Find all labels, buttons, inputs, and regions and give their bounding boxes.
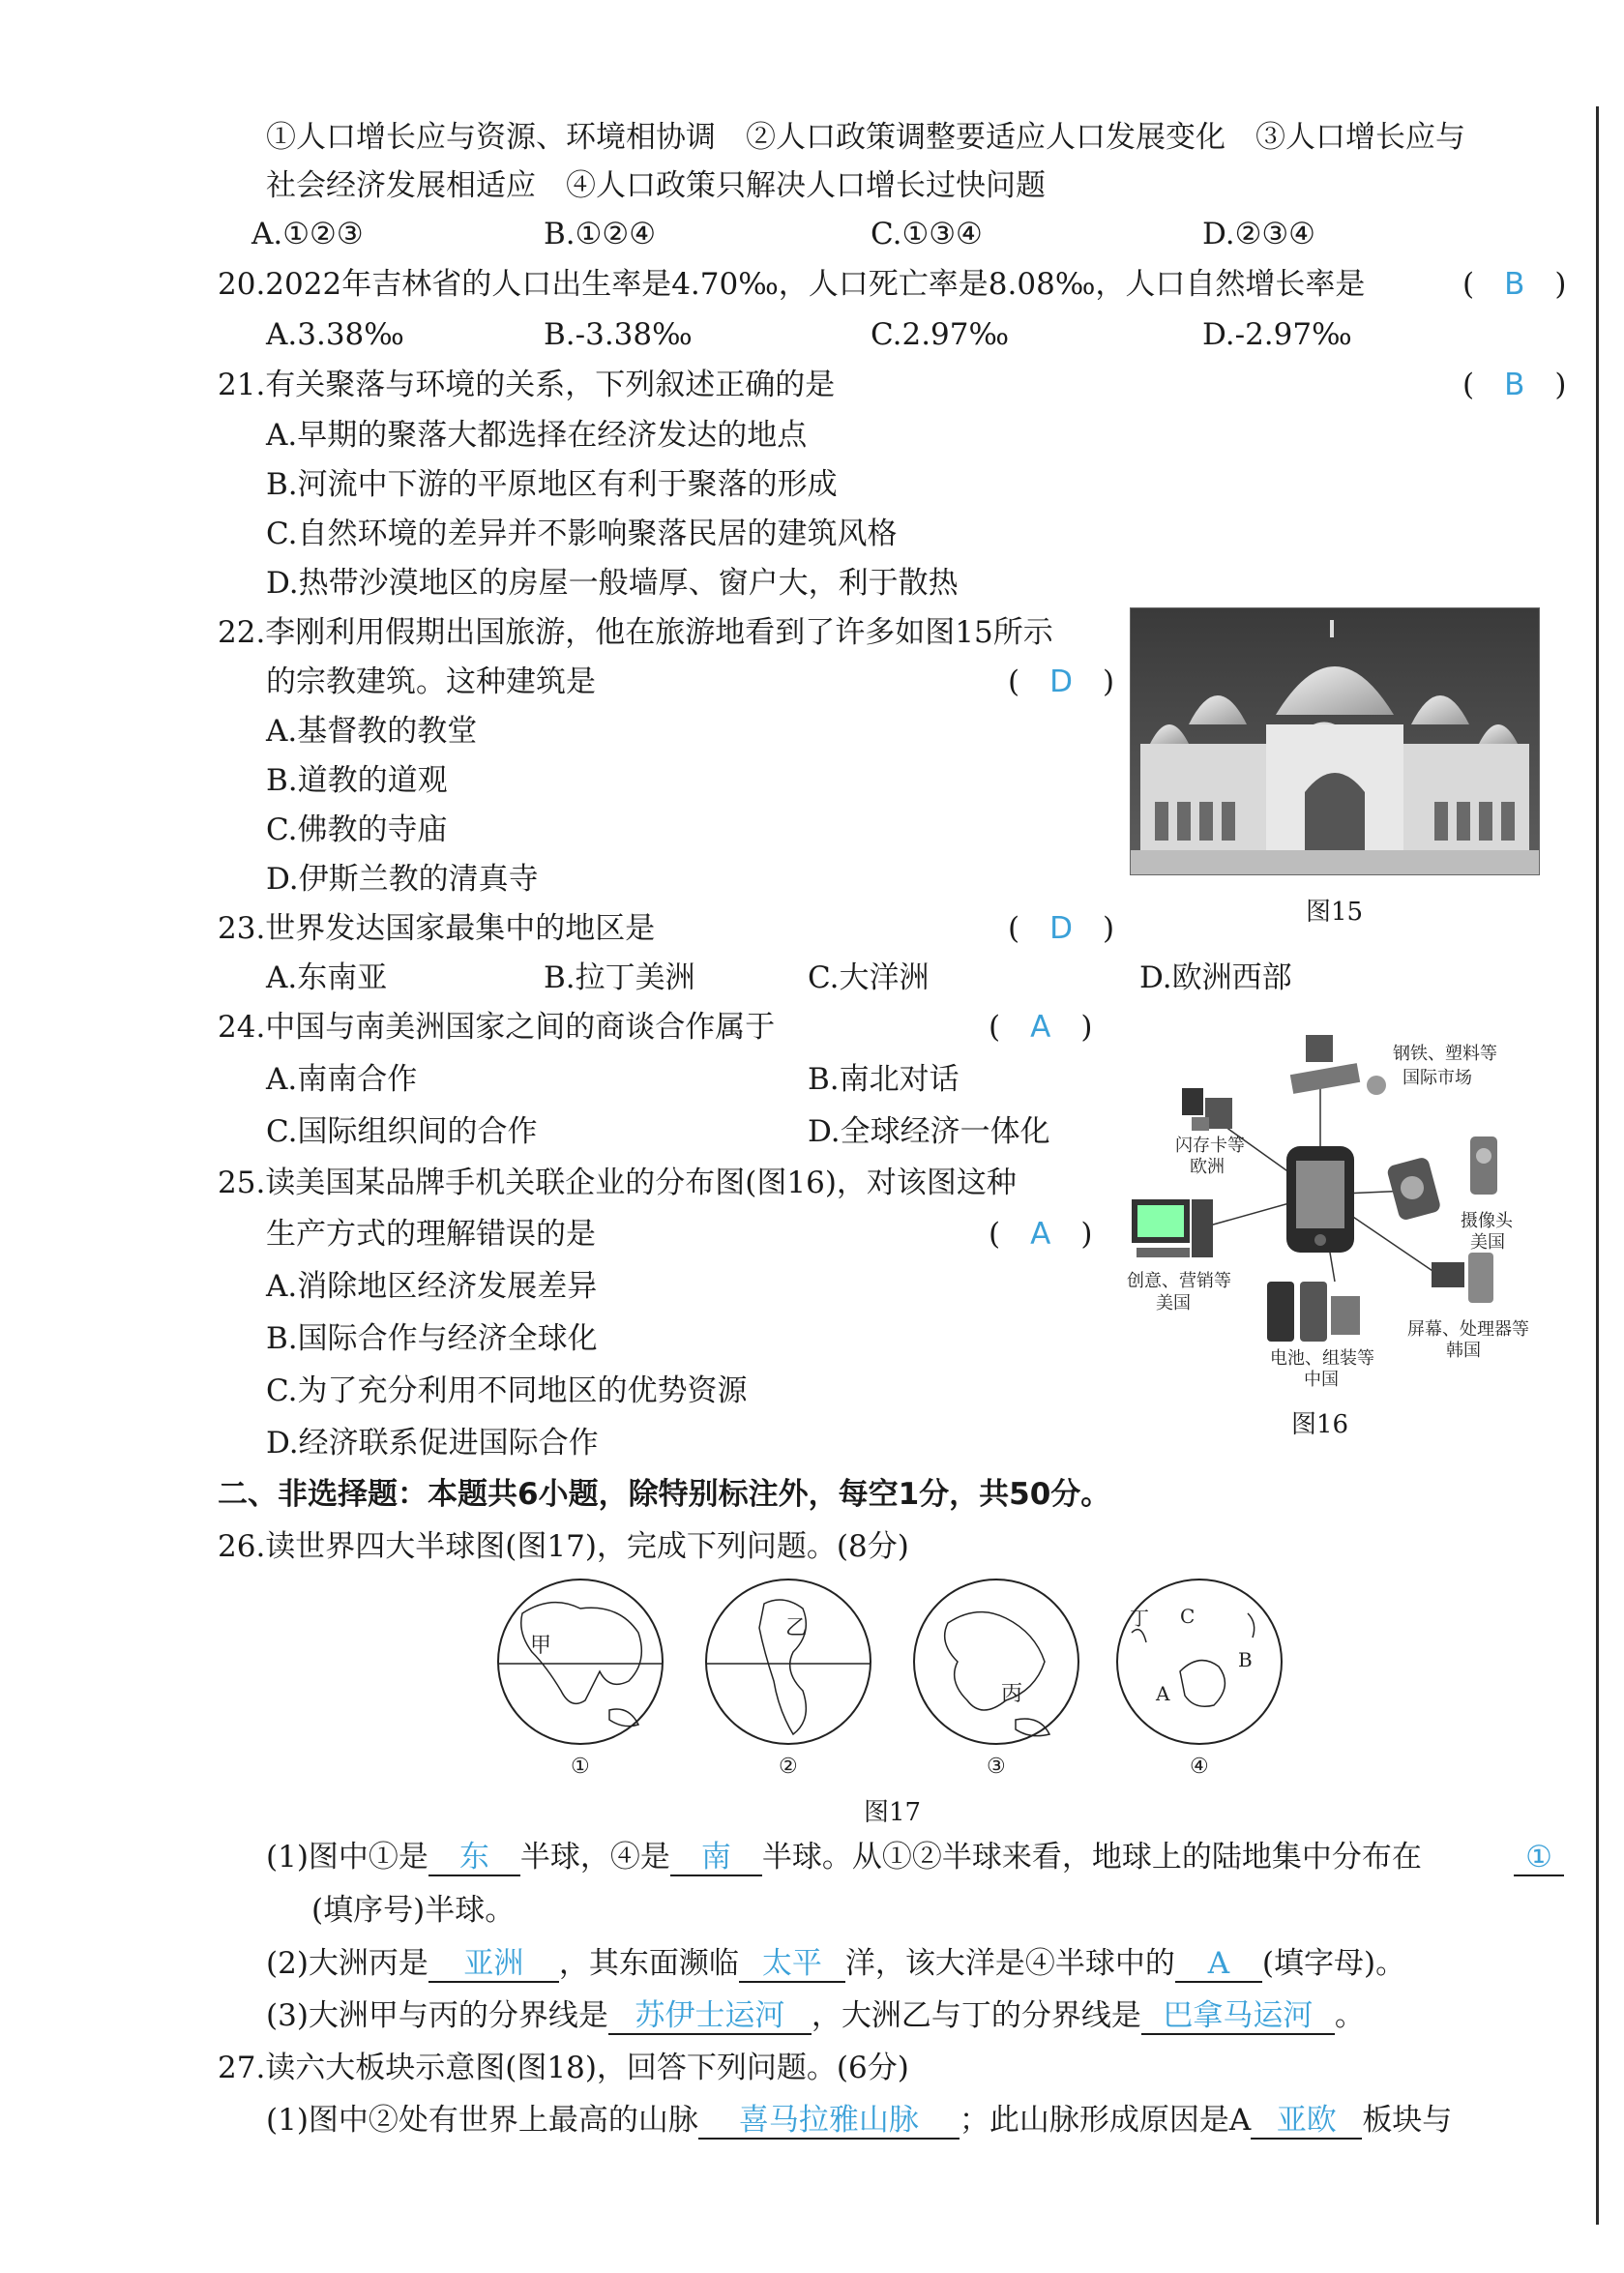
q22-option-b: B.道教的道观 <box>266 763 448 798</box>
q22-stem-line1: 22.李刚利用假期出国旅游，他在旅游地看到了许多如图15所示 <box>218 615 1053 650</box>
q19-option-b: B.①②④ <box>544 217 657 251</box>
flash-card-icon <box>1182 1088 1232 1131</box>
q27-p1-pre: (1)图中②处有世界上最高的山脉 <box>266 2103 698 2138</box>
q26-p2-mid2: 洋，该大洋是④半球中的 <box>844 1946 1175 1981</box>
q26-p2-mid1: ，其东面濒临 <box>558 1946 739 1981</box>
figure17-globes <box>493 1575 1209 1778</box>
q26-p1 <box>266 1838 1422 1876</box>
camera-label1: 摄像头 <box>1461 1211 1513 1231</box>
q23-answer-box: ( D ) <box>1008 911 1115 946</box>
camera-icon <box>1386 1136 1497 1222</box>
q27-stem: 27.读六大板块示意图(图18)，回答下列问题。(6分) <box>218 2051 909 2085</box>
q25-answer-box: ( A ) <box>989 1217 1093 1252</box>
q21-option-c: C.自然环境的差异并不影响聚落民居的建筑风格 <box>266 517 898 551</box>
steel-icon <box>1290 1035 1386 1095</box>
q24-answer: A <box>1030 1010 1051 1045</box>
q21-option-a: A.早期的聚落大都选择在经济发达的地点 <box>266 418 808 453</box>
flash-label1: 闪存卡等 <box>1175 1136 1245 1156</box>
q22-option-c: C.佛教的寺庙 <box>266 812 448 847</box>
q22-answer: D <box>1049 664 1073 699</box>
q24-option-c: C.国际组织间的合作 <box>266 1114 538 1149</box>
q25-stem-line2: 生产方式的理解错误的是 <box>266 1217 596 1252</box>
q22-option-d: D.伊斯兰教的清真寺 <box>266 862 539 897</box>
label-ding: 丁 <box>1130 1607 1149 1630</box>
mosque-photo <box>1130 607 1540 875</box>
q26-stem: 26.读世界四大半球图(图17)，完成下列问题。(8分) <box>218 1529 909 1564</box>
q26-p1-mid2: 半球。从①②半球来看，地球上的陆地集中分布在 <box>761 1840 1422 1874</box>
q24-option-b: B.南北对话 <box>808 1062 960 1097</box>
q21-option-b: B.河流中下游的平原地区有利于聚落的形成 <box>266 467 838 502</box>
steel-label2: 国际市场 <box>1403 1068 1472 1088</box>
figure16-caption: 图16 <box>1291 1410 1349 1439</box>
q25-option-c: C.为了充分利用不同地区的优势资源 <box>266 1373 748 1408</box>
globe2-num: ② <box>779 1755 798 1778</box>
q26-p3-post: 。 <box>1334 1998 1365 2033</box>
q22-answer-box: ( D ) <box>1008 664 1115 699</box>
q25-option-b: B.国际合作与经济全球化 <box>266 1321 598 1356</box>
design-label1: 创意、营销等 <box>1127 1271 1231 1291</box>
q23-option-b: B.拉丁美洲 <box>544 960 695 995</box>
q26-p1-pre: (1)图中①是 <box>266 1840 428 1874</box>
q21-option-d: D.热带沙漠地区的房屋一般墙厚、窗户大，利于散热 <box>266 566 959 601</box>
q20-answer-box: ( B ) <box>1462 267 1567 302</box>
q25-option-a: A.消除地区经济发展差异 <box>266 1269 598 1304</box>
label-jia: 甲 <box>530 1634 552 1658</box>
steel-label1: 钢铁、塑料等 <box>1393 1044 1497 1064</box>
q26-p2-blank3: A <box>1175 1946 1262 1983</box>
q19-line1: ①人口增长应与资源、环境相协调 ②人口政策调整要适应人口发展变化 ③人口增长应与 <box>266 120 1465 155</box>
q27-p1 <box>266 2101 1452 2140</box>
q26-p1-mid1: 半球，④是 <box>519 1840 670 1874</box>
globe4-num: ④ <box>1190 1755 1209 1778</box>
screen-icon <box>1432 1253 1493 1303</box>
label-bing: 丙 <box>1001 1682 1023 1706</box>
q26-p1-blank2: 南 <box>670 1840 762 1876</box>
q23-option-c: C.大洋洲 <box>808 960 930 995</box>
q26-p3-blank2: 巴拿马运河 <box>1141 1998 1335 2035</box>
q25-option-d: D.经济联系促进国际合作 <box>266 1426 599 1461</box>
design-label2: 美国 <box>1156 1293 1191 1314</box>
battery-label1: 电池、组装等 <box>1270 1348 1374 1369</box>
q19-option-d: D.②③④ <box>1202 217 1315 251</box>
q20-option-b: B.-3.38‰ <box>544 317 693 352</box>
q27-p1-blank2: 亚欧 <box>1251 2103 1362 2140</box>
q24-option-a: A.南南合作 <box>266 1062 418 1097</box>
phone-icon <box>1286 1146 1354 1253</box>
page-edge-line <box>1596 106 1599 2225</box>
q26-p3-pre: (3)大洲甲与丙的分界线是 <box>266 1998 608 2033</box>
q20-option-c: C.2.97‰ <box>871 317 1010 352</box>
q26-p2-blank1: 亚洲 <box>428 1946 559 1983</box>
q26-p3-mid1: ，大洲乙与丁的分界线是 <box>811 1998 1141 2033</box>
q23-stem: 23.世界发达国家最集中的地区是 <box>218 911 656 946</box>
q26-p2-pre: (2)大洲丙是 <box>266 1946 428 1981</box>
label-b: B <box>1238 1648 1253 1671</box>
q22-option-a: A.基督教的教堂 <box>266 714 478 749</box>
section2-heading: 二、非选择题：本题共6小题，除特别标注外，每空1分，共50分。 <box>218 1477 1111 1512</box>
q19-option-c: C.①③④ <box>871 217 983 251</box>
q19-line2: 社会经济发展相适应 ④人口政策只解决人口增长过快问题 <box>266 168 1046 203</box>
globe3-num: ③ <box>987 1755 1006 1778</box>
q26-p3-blank1: 苏伊士运河 <box>608 1998 812 2035</box>
figure17-caption: 图17 <box>864 1798 922 1827</box>
q21-answer-box: ( B ) <box>1462 368 1567 402</box>
q26-p1-blank3: ① <box>1514 1840 1564 1876</box>
q24-option-d: D.全球经济一体化 <box>808 1114 1050 1149</box>
label-c: C <box>1180 1605 1196 1628</box>
globe1-num: ① <box>571 1755 590 1778</box>
computer-icon <box>1132 1199 1213 1257</box>
q25-stem-line1: 25.读美国某品牌手机关联企业的分布图(图16)，对该图这种 <box>218 1166 1017 1200</box>
figure16-diagram <box>1112 1016 1538 1402</box>
label-a: A <box>1156 1682 1170 1705</box>
q27-p1-mid1: ；此山脉形成原因是A <box>959 2103 1252 2138</box>
q26-p2 <box>266 1944 1405 1983</box>
label-yi: 乙 <box>785 1616 808 1640</box>
q26-p1-post: (填序号)半球。 <box>311 1893 516 1928</box>
q24-answer-box: ( A ) <box>989 1010 1093 1045</box>
q20-stem: 20.2022年吉林省的人口出生率是4.70‰，人口死亡率是8.08‰，人口自然增长率是 <box>218 267 1366 302</box>
q27-p1-post: 板块与 <box>1362 2103 1453 2138</box>
q25-answer: A <box>1030 1217 1051 1252</box>
q27-p1-blank1: 喜马拉雅山脉 <box>698 2103 960 2140</box>
q26-p1-blank3-wrap <box>1514 1838 1564 1876</box>
q26-p2-blank2: 太平 <box>739 1946 845 1983</box>
screen-label1: 屏幕、处理器等 <box>1407 1319 1529 1340</box>
camera-label2: 美国 <box>1470 1232 1505 1253</box>
battery-label2: 中国 <box>1304 1370 1339 1390</box>
q26-p3 <box>266 1996 1365 2035</box>
q23-option-d: D.欧洲西部 <box>1139 960 1292 995</box>
q23-answer: D <box>1049 911 1073 946</box>
q21-stem: 21.有关聚落与环境的关系，下列叙述正确的是 <box>218 368 836 402</box>
q26-p1-blank1: 东 <box>428 1840 520 1876</box>
q23-option-a: A.东南亚 <box>266 960 388 995</box>
q20-answer: B <box>1504 267 1525 302</box>
q21-answer: B <box>1504 368 1525 402</box>
q24-stem: 24.中国与南美洲国家之间的商谈合作属于 <box>218 1010 776 1045</box>
flash-label2: 欧洲 <box>1190 1157 1225 1177</box>
q19-option-a: A.①②③ <box>251 217 364 251</box>
q20-option-a: A.3.38‰ <box>266 317 404 352</box>
q20-option-d: D.-2.97‰ <box>1202 317 1352 352</box>
q22-stem-line2: 的宗教建筑。这种建筑是 <box>266 664 596 699</box>
battery-icon <box>1267 1282 1360 1342</box>
figure15-caption: 图15 <box>1306 898 1364 927</box>
globe4 <box>1112 1575 1306 1778</box>
q26-p2-post: (填字母)。 <box>1261 1946 1406 1981</box>
screen-label2: 韩国 <box>1446 1341 1481 1361</box>
